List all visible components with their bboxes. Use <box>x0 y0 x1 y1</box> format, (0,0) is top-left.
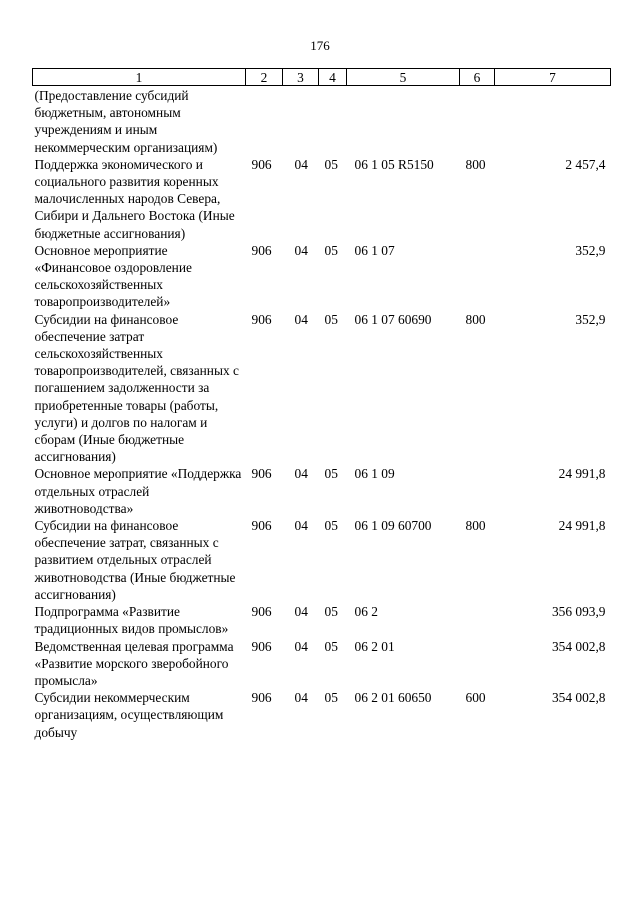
table-row <box>33 465 611 517</box>
row-csr: 06 1 05 R5150 <box>354 156 434 172</box>
row-pr: 05 <box>324 311 338 327</box>
budget-table <box>32 68 611 741</box>
row-ved: 906 <box>251 242 272 258</box>
table-row <box>33 638 611 690</box>
row-name: Субсидии на финансовое обеспечение затрат сельскохозяйственных товаропроизводителей, связанных с погашением задолженности за приобретенные товары (работы, услуги) и долгов по налогам и сборам (Иные бюджетные ассигнования) <box>34 311 239 465</box>
row-csr: 06 1 09 <box>354 466 395 482</box>
table-row <box>33 689 611 741</box>
header-col-7: 7 <box>495 69 611 86</box>
row-csr: 06 2 01 <box>354 638 395 654</box>
row-pr: 05 <box>324 638 338 654</box>
row-pr: 05 <box>324 156 338 172</box>
row-csr: 06 1 07 60690 <box>354 311 432 327</box>
row-csr: 06 2 01 60650 <box>354 690 432 706</box>
row-csr: 06 1 07 <box>354 242 395 258</box>
table-row <box>33 603 611 637</box>
row-pr: 05 <box>324 604 338 620</box>
row-sum: 2 457,4 <box>565 156 606 172</box>
header-col-1: 1 <box>33 69 246 86</box>
row-rz: 04 <box>294 604 308 620</box>
header-col-5: 5 <box>347 69 460 86</box>
header-row <box>33 69 611 86</box>
row-name: Субсидии на финансовое обеспечение затрат, связанных с развитием отдельных отраслей животноводства (Иные бюджетные ассигнования) <box>34 518 236 602</box>
row-vr: 800 <box>465 518 486 534</box>
row-pr: 05 <box>324 242 338 258</box>
header-col-6: 6 <box>460 69 495 86</box>
row-sum: 352,9 <box>575 311 606 327</box>
header-col-4: 4 <box>319 69 347 86</box>
page-number: 176 <box>310 38 330 53</box>
row-sum: 354 002,8 <box>551 690 606 706</box>
row-csr <box>347 86 460 156</box>
row-ved: 906 <box>251 311 272 327</box>
row-vr <box>460 86 495 156</box>
row-sum <box>495 86 611 156</box>
row-ved: 906 <box>251 156 272 172</box>
row-sum: 352,9 <box>575 242 606 258</box>
row-name: Основное мероприятие «Финансовое оздоровление сельскохозяйственных товаропроизводителей» <box>34 242 192 310</box>
table-row <box>33 311 611 466</box>
row-pr <box>319 86 347 156</box>
row-csr: 06 1 09 60700 <box>354 518 432 534</box>
row-rz: 04 <box>294 242 308 258</box>
table-row <box>33 517 611 603</box>
table-row <box>33 242 611 311</box>
row-vr: 800 <box>465 311 486 327</box>
row-name: Поддержка экономического и социального развития коренных малочисленных народов Севера, Сибири и Дальнего Востока (Иные бюджетные ассигнования) <box>34 156 235 241</box>
row-rz: 04 <box>294 311 308 327</box>
row-vr <box>460 242 495 311</box>
row-rz: 04 <box>294 466 308 482</box>
row-sum: 24 991,8 <box>558 518 606 534</box>
table-header <box>33 69 611 86</box>
row-vr <box>460 465 495 517</box>
row-rz: 04 <box>294 690 308 706</box>
row-vr <box>460 638 495 690</box>
row-vr: 800 <box>465 156 486 172</box>
row-csr: 06 2 <box>354 604 378 620</box>
table-body <box>33 86 611 741</box>
row-pr: 05 <box>324 466 338 482</box>
row-ved: 906 <box>251 518 272 534</box>
header-col-3: 3 <box>283 69 319 86</box>
row-ved <box>246 86 283 156</box>
row-ved: 906 <box>251 604 272 620</box>
row-name: Подпрограмма «Развитие традиционных видов промыслов» <box>34 604 229 637</box>
row-sum: 356 093,9 <box>551 604 606 620</box>
row-ved: 906 <box>251 690 272 706</box>
table-row <box>33 156 611 242</box>
row-vr: 600 <box>465 690 486 706</box>
row-ved: 906 <box>251 638 272 654</box>
row-rz <box>283 86 319 156</box>
row-rz: 04 <box>294 518 308 534</box>
row-ved: 906 <box>251 466 272 482</box>
row-rz: 04 <box>294 156 308 172</box>
row-pr: 05 <box>324 518 338 534</box>
row-rz: 04 <box>294 638 308 654</box>
row-vr <box>460 603 495 637</box>
header-col-2: 2 <box>246 69 283 86</box>
row-name: Субсидии некоммерческим организациям, осуществляющим добычу <box>34 690 224 740</box>
row-name: Основное мероприятие «Поддержка отдельных отраслей животноводства» <box>34 466 242 516</box>
row-pr: 05 <box>324 690 338 706</box>
row-name: Ведомственная целевая программа «Развитие морского зверобойного промысла» <box>34 638 234 688</box>
row-sum: 354 002,8 <box>551 638 606 654</box>
table-row <box>33 86 611 156</box>
row-name: (Предоставление субсидий бюджетным, автономным учреждениям и иным некоммерческим организациям) <box>34 88 218 155</box>
row-sum: 24 991,8 <box>558 466 606 482</box>
